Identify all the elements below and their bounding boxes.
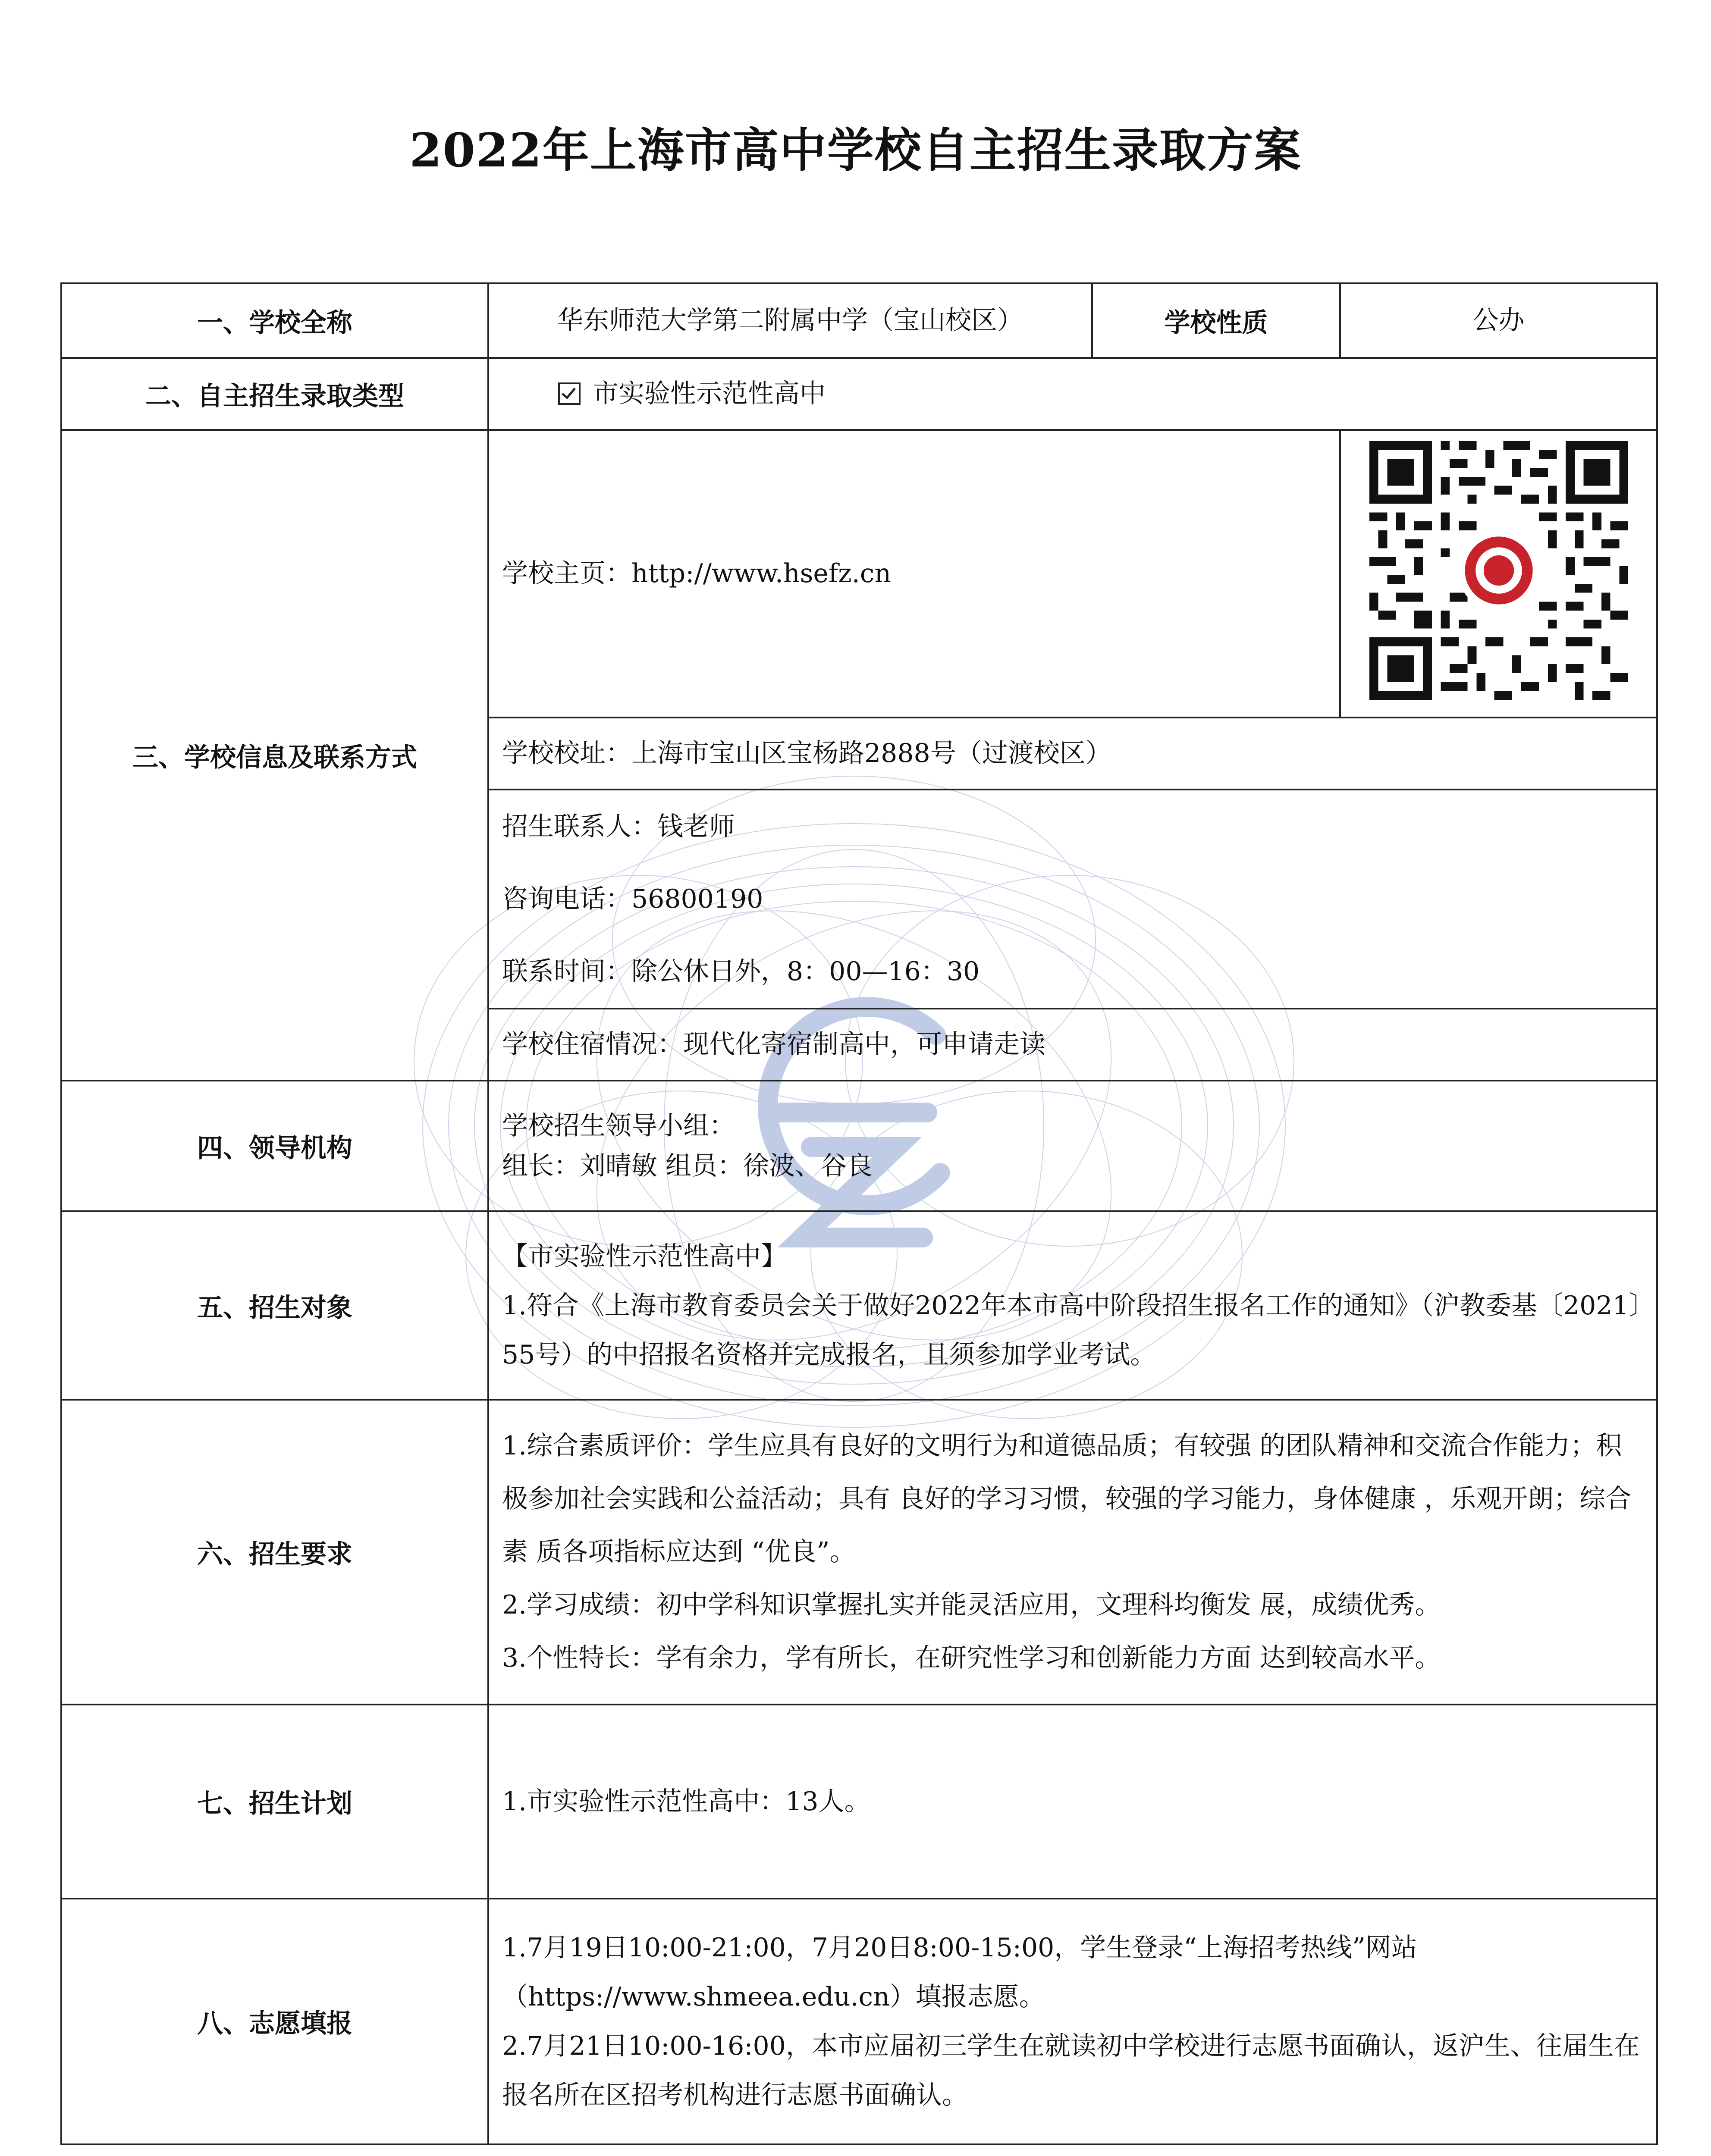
target-line-1: 【市实验性示范性高中】 xyxy=(502,1241,787,1272)
contact-person-text: 招生联系人：钱老师 xyxy=(502,812,735,842)
row-leadership xyxy=(61,1081,1657,1211)
requirements-line-2: 2.学习成绩：初中学科知识掌握扎实并能灵活应用，文理科均衡发 展，成绩优秀。 xyxy=(502,1590,1441,1620)
admission-type-option: 市实验性示范性高中 xyxy=(593,379,826,409)
school-nature-value: 公办 xyxy=(1340,283,1657,358)
row-target xyxy=(61,1211,1657,1400)
leadership-line-2: 组长：刘晴敏 组员：徐波、谷良 xyxy=(502,1150,873,1181)
hours-text: 联系时间：除公休日外，8：00—16：30 xyxy=(502,956,980,987)
requirements-line-1: 1.综合素质评价：学生应具有良好的文明行为和道德品质；有较强 的团队精神和交流合作能力；积极参加社会实践和公益活动；具有 良好的学习习惯，较强的学习能力，身体健康 ，乐观开朗；综合素 质各项指标应达到 “优良”。 xyxy=(502,1431,1632,1567)
page-title: 2022年上海市高中学校自主招生录取方案 xyxy=(409,123,1302,178)
leadership-label: 四、领导机构 xyxy=(61,1081,488,1211)
row-homepage xyxy=(61,430,1657,718)
row-application xyxy=(61,1899,1657,2144)
row-plan xyxy=(61,1705,1657,1899)
target-cell xyxy=(488,1211,1657,1400)
application-line-1: 1.7月19日10:00-21:00，7月20日8:00-15:00，学生登录“上海招考热线”网站（https://www.shmeea.edu.cn）填报志愿。 xyxy=(502,1933,1417,2012)
plan-label: 七、招生计划 xyxy=(61,1705,488,1899)
checkbox-checked-icon xyxy=(558,382,581,405)
address-text: 学校校址：上海市宝山区宝杨路2888号（过渡校区） xyxy=(488,718,1657,790)
row-admission-type xyxy=(61,358,1657,430)
leadership-line-1: 学校招生领导小组： xyxy=(502,1110,735,1141)
requirements-line-3: 3.个性特长：学有余力，学有所长，在研究性学习和创新能力方面 达到较高水平。 xyxy=(502,1643,1441,1673)
application-line-2: 2.7月21日10:00-16:00，本市应届初三学生在就读初中学校进行志愿书面确认，返沪生、往届生在报名所在区招考机构进行志愿书面确认。 xyxy=(502,2031,1640,2110)
plan-text: 1.市实验性示范性高中：13人。 xyxy=(488,1705,1657,1899)
dorm-text: 学校住宿情况：现代化寄宿制高中，可申请走读 xyxy=(488,1009,1657,1081)
admission-type-label: 二、自主招生录取类型 xyxy=(61,358,488,430)
target-label: 五、招生对象 xyxy=(61,1211,488,1400)
admission-table xyxy=(60,282,1658,2145)
school-info-label: 三、学校信息及联系方式 xyxy=(61,430,488,1081)
school-name-value: 华东师范大学第二附属中学（宝山校区） xyxy=(488,283,1092,358)
row-school-name xyxy=(61,283,1657,358)
qr-code-icon xyxy=(1369,441,1628,700)
application-label: 八、志愿填报 xyxy=(61,1899,488,2144)
admission-type-value xyxy=(488,358,1657,430)
target-line-2: 1.符合《上海市教育委员会关于做好2022年本市高中阶段招生报名工作的通知》（沪教委基〔2021〕55号）的中招报名资格并完成报名，且须参加学业考试。 xyxy=(502,1290,1642,1370)
requirements-cell xyxy=(488,1400,1657,1705)
qr-code-cell xyxy=(1340,430,1657,718)
requirements-label: 六、招生要求 xyxy=(61,1400,488,1705)
homepage-text: 学校主页：http://www.hsefz.cn xyxy=(488,430,1340,718)
school-name-label: 一、学校全称 xyxy=(61,283,488,358)
leadership-cell xyxy=(488,1081,1657,1211)
phone-text: 咨询电话：56800190 xyxy=(502,884,763,914)
school-nature-label: 学校性质 xyxy=(1092,283,1340,358)
contact-cell xyxy=(488,790,1657,1009)
row-requirements xyxy=(61,1400,1657,1705)
application-cell xyxy=(488,1899,1657,2144)
